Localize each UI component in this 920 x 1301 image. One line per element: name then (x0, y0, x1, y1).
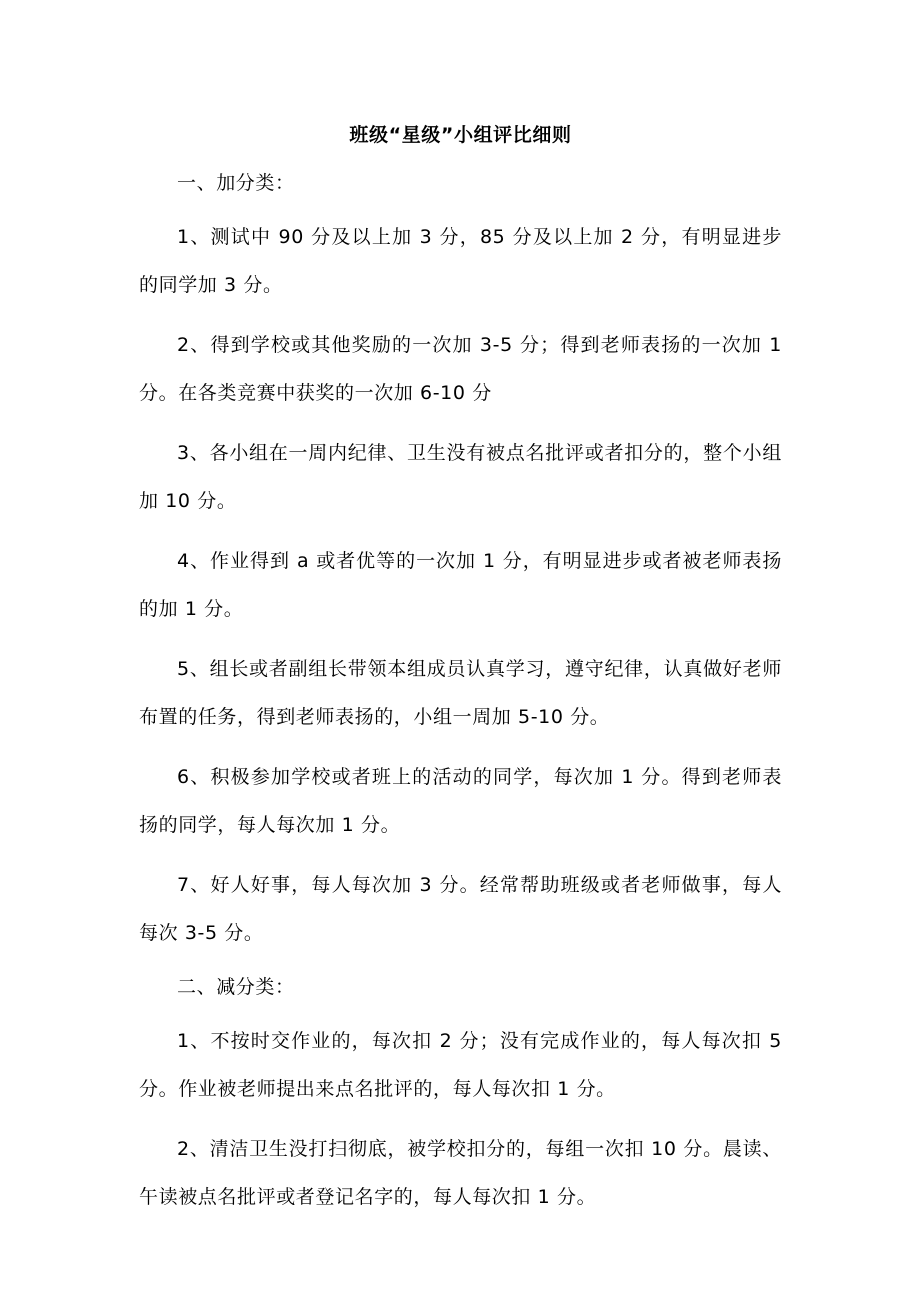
add-rule-2: 2、得到学校或其他奖励的一次加 3-5 分；得到老师表扬的一次加 1 分。在各类竞赛中获奖的一次加 6-10 分 (139, 334, 782, 404)
document-body (139, 117, 782, 1233)
add-rule-7: 7、好人好事，每人每次加 3 分。经常帮助班级或者老师做事，每人每次 3-5 分。 (139, 874, 782, 944)
add-rule-6: 6、积极参加学校或者班上的活动的同学，每次加 1 分。得到老师表扬的同学，每人每次加 1 分。 (139, 766, 782, 836)
subtract-rule-2: 2、清洁卫生没打扫彻底，被学校扣分的，每组一次扣 10 分。晨读、午读被点名批评或者登记名字的，每人每次扣 1 分。 (139, 1138, 782, 1208)
section-heading-subtract: 二、减分类： (177, 976, 295, 998)
section-heading-add: 一、加分类： (177, 172, 295, 194)
document-title: 班级“星级”小组评比细则 (349, 124, 572, 146)
add-rule-3: 3、各小组在一周内纪律、卫生没有被点名批评或者扣分的，整个小组加 10 分。 (139, 442, 782, 512)
add-rule-4: 4、作业得到 a 或者优等的一次加 1 分，有明显进步或者被老师表扬的加 1 分。 (139, 550, 782, 620)
subtract-rule-1: 1、不按时交作业的，每次扣 2 分；没有完成作业的，每人每次扣 5 分。作业被老师提出来点名批评的，每人每次扣 1 分。 (139, 1030, 782, 1100)
add-rule-1: 1、测试中 90 分及以上加 3 分，85 分及以上加 2 分，有明显进步的同学加 3 分。 (139, 226, 782, 296)
add-rule-5: 5、组长或者副组长带领本组成员认真学习，遵守纪律，认真做好老师布置的任务，得到老师表扬的，小组一周加 5-10 分。 (139, 658, 782, 728)
